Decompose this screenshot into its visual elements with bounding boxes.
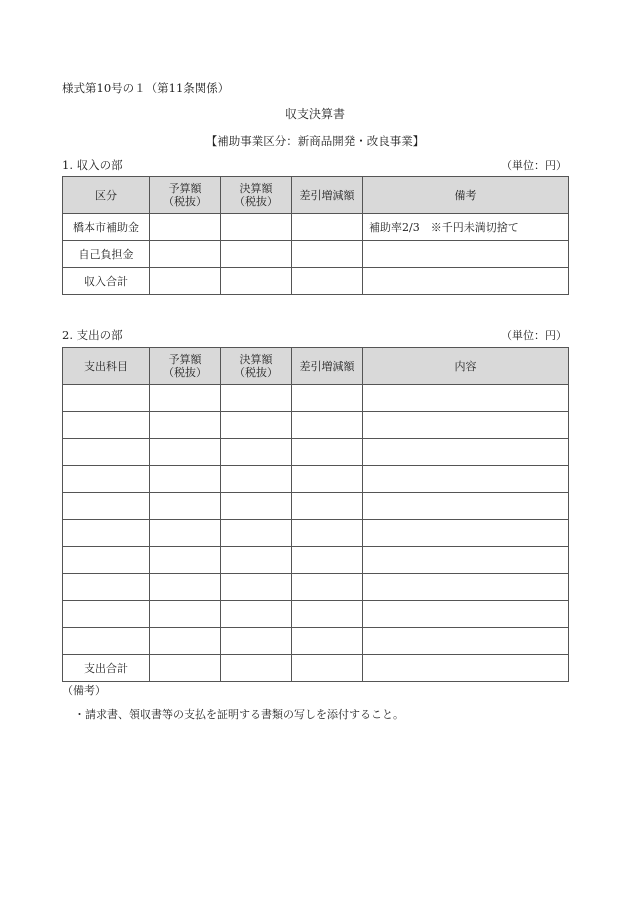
income-table [62,176,569,295]
content-cell[interactable] [363,385,569,412]
difference-cell[interactable] [292,385,363,412]
table-row [63,466,569,493]
budget-cell[interactable] [150,268,221,295]
expense-item-cell[interactable] [63,628,150,655]
document-title: 収支決算書 [284,107,345,121]
expense-item-cell[interactable] [63,385,150,412]
expense-item-cell[interactable] [63,547,150,574]
table-row [63,241,569,268]
table-row [63,412,569,439]
content-cell[interactable] [363,439,569,466]
budget-cell[interactable] [150,493,221,520]
table-row [63,385,569,412]
expense-item-cell[interactable] [63,601,150,628]
budget-cell[interactable] [150,574,221,601]
budget-cell[interactable] [150,466,221,493]
column-header-label: 決算額 （税抜） [234,182,278,208]
difference-cell[interactable] [292,493,363,520]
row-label: 支出合計 [63,655,150,682]
budget-cell[interactable] [150,439,221,466]
expense-item-cell[interactable] [63,520,150,547]
budget-cell[interactable] [150,547,221,574]
table-row [63,574,569,601]
remarks-text: ・請求書、領収書等の支払を証明する書類の写しを添付すること。 [74,708,404,721]
budget-cell[interactable] [150,601,221,628]
income-section-heading: 1. 収入の部 [62,158,123,172]
note-cell[interactable] [363,268,569,295]
difference-cell[interactable] [292,466,363,493]
actual-cell[interactable] [221,574,292,601]
content-cell[interactable] [363,412,569,439]
budget-cell[interactable] [150,628,221,655]
expense-header-row [63,348,569,385]
actual-cell[interactable] [221,214,292,241]
column-header: 差引増減額 [292,348,363,385]
table-row [63,214,569,241]
actual-cell[interactable] [221,385,292,412]
total-row [63,655,569,682]
content-cell[interactable] [363,574,569,601]
actual-cell[interactable] [221,655,292,682]
remarks-title: （備考） [62,684,106,697]
content-cell[interactable] [363,628,569,655]
budget-cell[interactable] [150,214,221,241]
difference-cell[interactable] [292,547,363,574]
actual-cell[interactable] [221,412,292,439]
column-header-label: 予算額 （税抜） [163,353,207,379]
budget-cell[interactable] [150,241,221,268]
table-row [63,628,569,655]
actual-cell[interactable] [221,601,292,628]
column-header: 区分 [63,177,150,214]
actual-cell[interactable] [221,241,292,268]
column-header [150,177,221,214]
budget-cell[interactable] [150,655,221,682]
content-cell[interactable] [363,547,569,574]
income-header-row [63,177,569,214]
difference-cell[interactable] [292,628,363,655]
actual-cell[interactable] [221,520,292,547]
column-header: 支出科目 [63,348,150,385]
expense-table [62,347,569,682]
expense-section-heading: 2. 支出の部 [62,328,123,342]
note-cell[interactable] [363,241,569,268]
actual-cell[interactable] [221,466,292,493]
content-cell[interactable] [363,655,569,682]
expense-item-cell[interactable] [63,493,150,520]
expense-item-cell[interactable] [63,574,150,601]
difference-cell[interactable] [292,439,363,466]
content-cell[interactable] [363,466,569,493]
difference-cell[interactable] [292,601,363,628]
actual-cell[interactable] [221,268,292,295]
note-cell[interactable]: 補助率2/3 ※千円未満切捨て [363,214,569,241]
column-header: 内容 [363,348,569,385]
income-unit-label: （単位：円） [501,159,567,172]
actual-cell[interactable] [221,547,292,574]
column-header [150,348,221,385]
form-number: 様式第10号の１（第11条関係） [62,81,230,95]
column-header: 差引増減額 [292,177,363,214]
column-header [221,177,292,214]
table-row [63,601,569,628]
row-label: 橋本市補助金 [63,214,150,241]
difference-cell[interactable] [292,655,363,682]
table-row [63,547,569,574]
difference-cell[interactable] [292,241,363,268]
expense-item-cell[interactable] [63,439,150,466]
document-subtitle: 【補助事業区分：新商品開発・改良事業】 [205,134,425,148]
budget-cell[interactable] [150,385,221,412]
row-label: 自己負担金 [63,241,150,268]
column-header-label: 決算額 （税抜） [234,353,278,379]
content-cell[interactable] [363,493,569,520]
actual-cell[interactable] [221,628,292,655]
expense-item-cell[interactable] [63,412,150,439]
table-row [63,520,569,547]
difference-cell[interactable] [292,412,363,439]
expense-item-cell[interactable] [63,466,150,493]
table-row [63,493,569,520]
table-row [63,268,569,295]
difference-cell[interactable] [292,268,363,295]
table-row [63,439,569,466]
expense-unit-label: （単位：円） [501,329,567,342]
content-cell[interactable] [363,520,569,547]
actual-cell[interactable] [221,439,292,466]
budget-cell[interactable] [150,412,221,439]
actual-cell[interactable] [221,493,292,520]
row-label: 収入合計 [63,268,150,295]
content-cell[interactable] [363,601,569,628]
column-header: 備考 [363,177,569,214]
budget-cell[interactable] [150,520,221,547]
column-header-label: 予算額 （税抜） [163,182,207,208]
column-header [221,348,292,385]
difference-cell[interactable] [292,214,363,241]
difference-cell[interactable] [292,520,363,547]
difference-cell[interactable] [292,574,363,601]
